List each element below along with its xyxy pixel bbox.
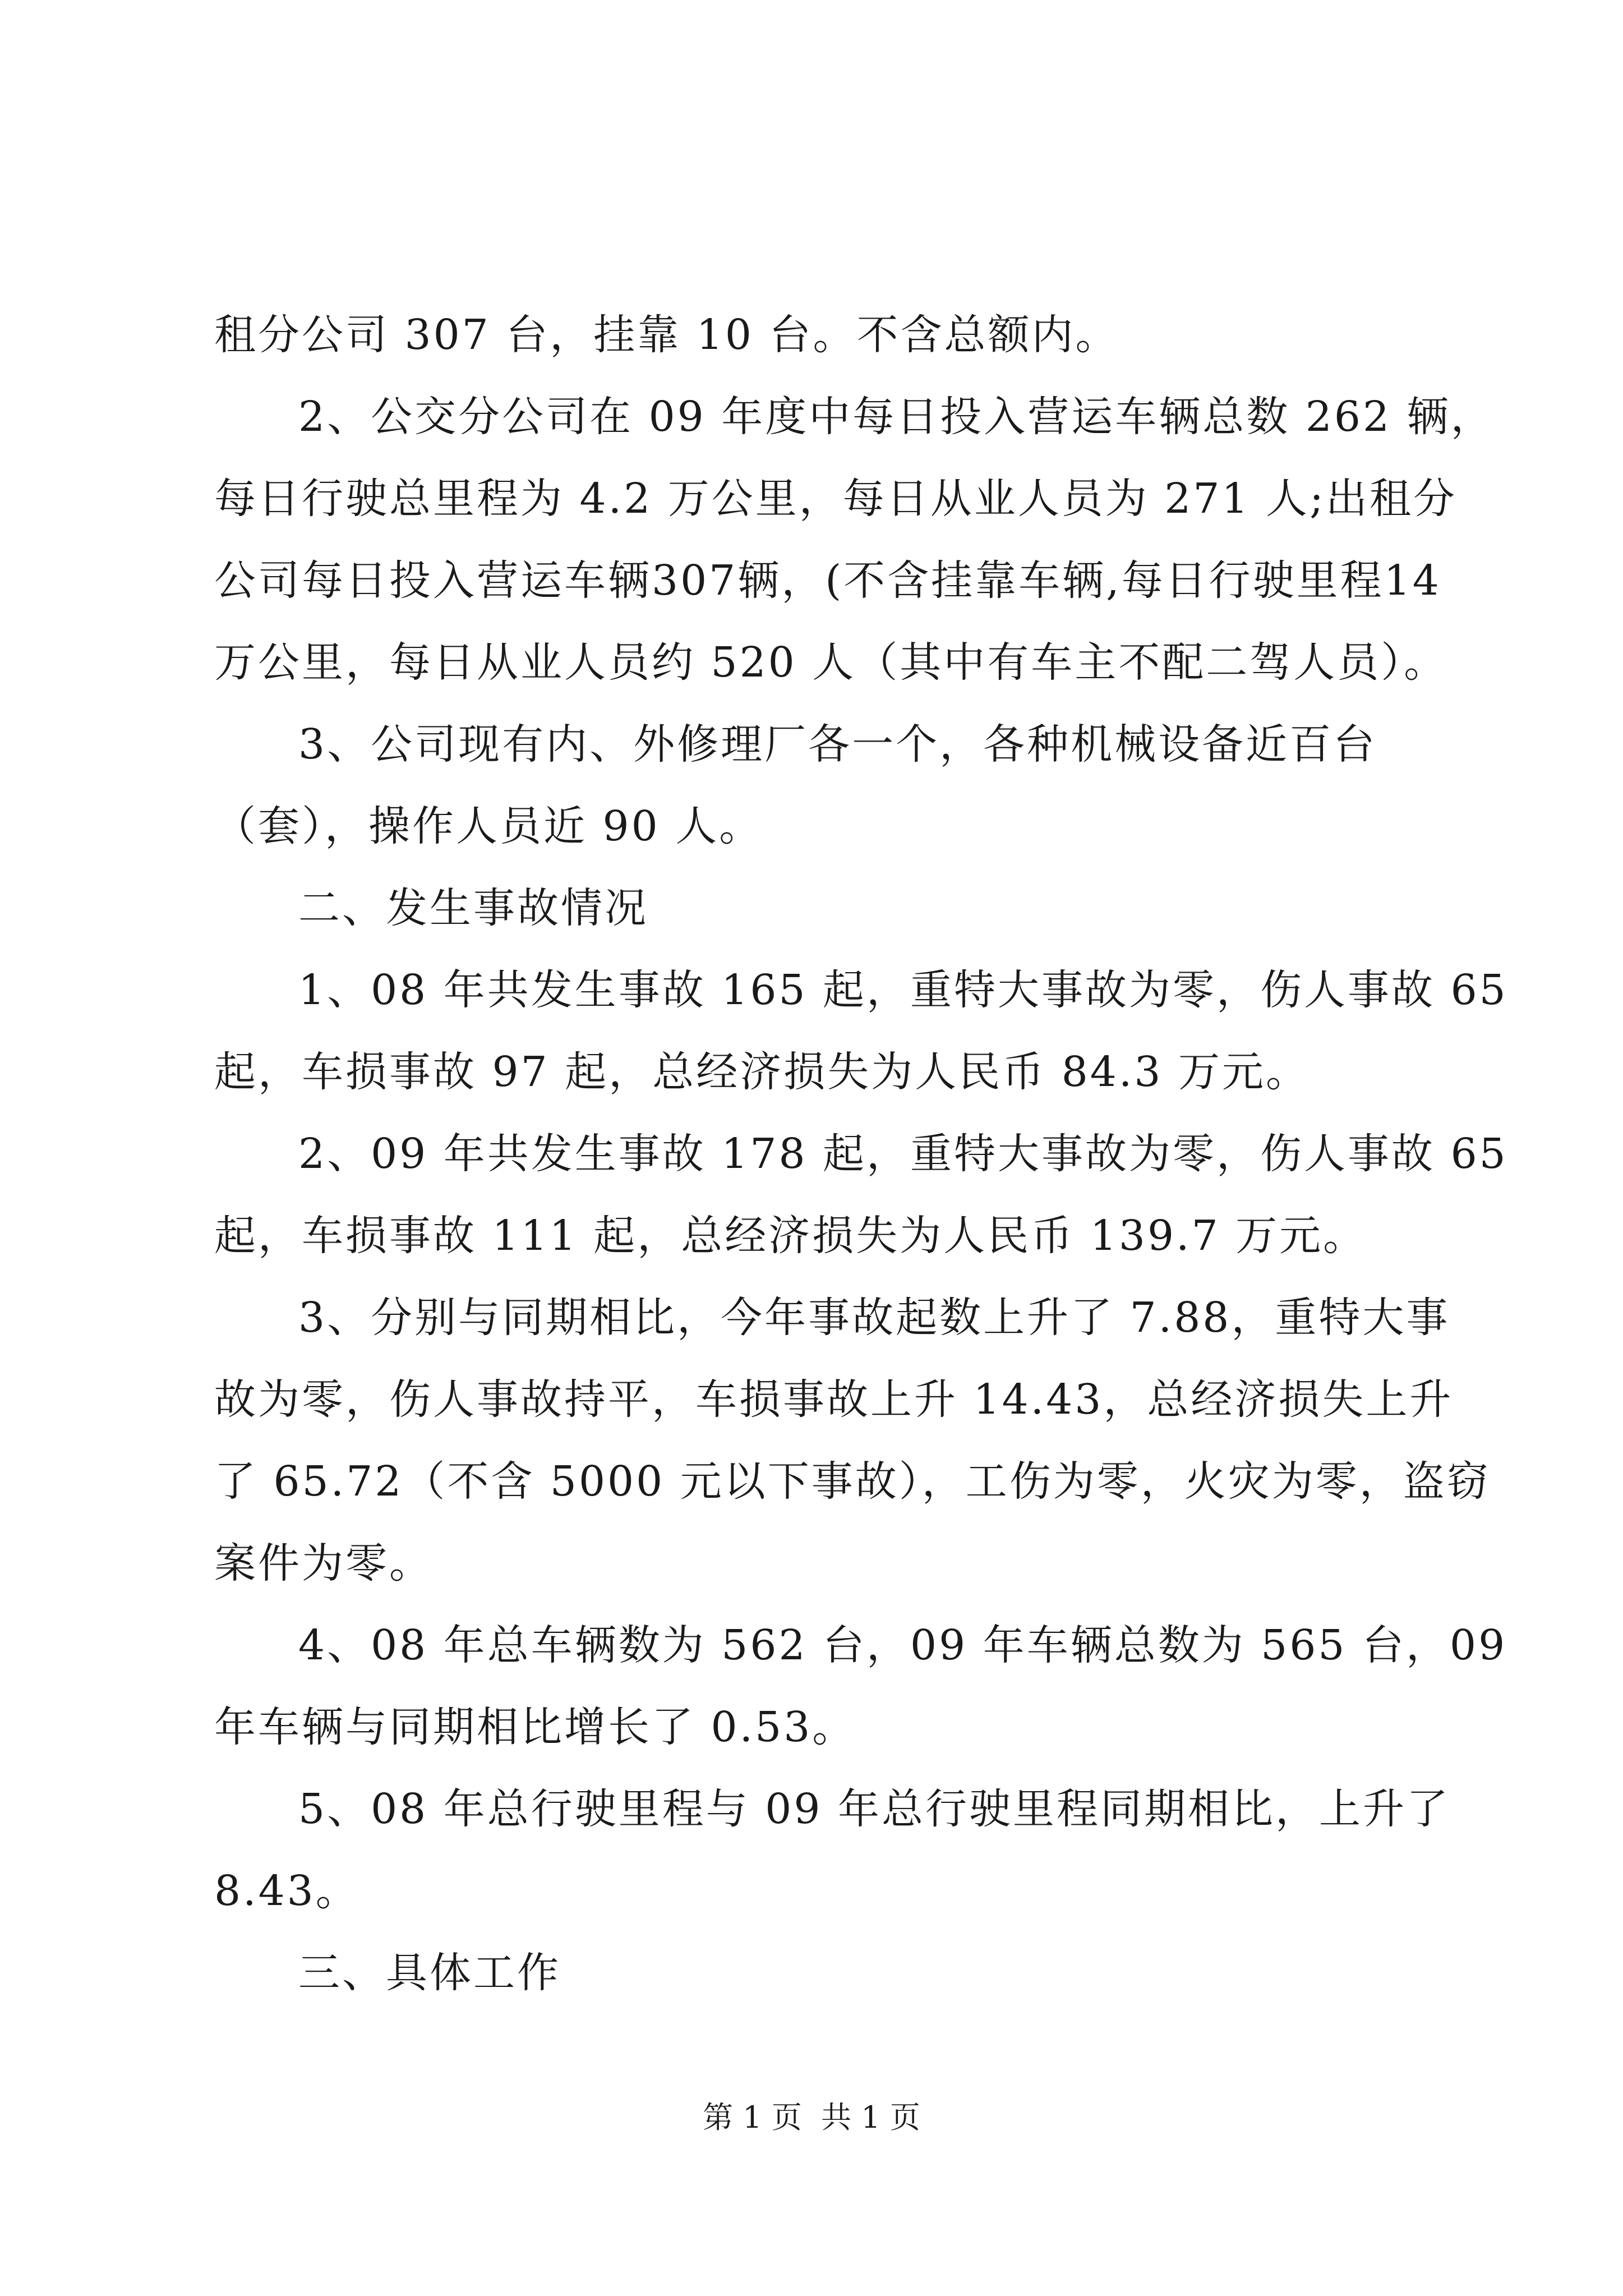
text-line: 万公里，每日从业人员约 520 人（其中有车主不配二驾人员）。	[214, 638, 1448, 687]
text-line: 租分公司 307 台，挂靠 10 台。不含总额内。	[214, 311, 1119, 359]
text-line: 起，车损事故 97 起，总经济损失为人民币 84.3 万元。	[214, 1048, 1310, 1096]
text-line: 起，车损事故 111 起，总经济损失为人民币 139.7 万元。	[214, 1212, 1367, 1260]
text-line: 故为零，伤人事故持平，车损事故上升 14.43，总经济损失上升	[214, 1375, 1454, 1424]
page-footer: 第 1 页 共 1 页	[703, 2100, 920, 2135]
section-heading: 三、具体工作	[298, 1949, 561, 1997]
text-line: 案件为零。	[214, 1539, 433, 1588]
text-line: 每日行驶总里程为 4.2 万公里，每日从业人员为 271 人;出租分	[214, 475, 1457, 523]
text-line: 1、08 年共发生事故 165 起，重特大事故为零，伤人事故 65	[298, 966, 1508, 1014]
text-line: 年车辆与同期相比增长了 0.53。	[214, 1703, 856, 1751]
text-line: 5、08 年总行驶里程与 09 年总行驶里程同期相比，上升了	[298, 1785, 1450, 1833]
text-line: 3、公司现有内、外修理厂各一个，各种机械设备近百台	[298, 720, 1377, 769]
text-line: （套），操作人员近 90 人。	[214, 802, 763, 850]
text-line: 了 65.72（不含 5000 元以下事故），工伤为零，火灾为零，盗窃	[214, 1457, 1491, 1506]
text-line: 2、09 年共发生事故 178 起，重特大事故为零，伤人事故 65	[298, 1130, 1508, 1178]
text-line: 公司每日投入营运车辆307辆，(不含挂靠车辆,每日行驶里程14	[214, 556, 1441, 605]
text-line: 4、08 年总车辆数为 562 台，09 年车辆总数为 565 台，09	[298, 1621, 1507, 1669]
text-line: 8.43。	[214, 1867, 359, 1915]
text-line: 2、公交分公司在 09 年度中每日投入营运车辆总数 262 辆，	[298, 393, 1495, 441]
section-heading: 二、发生事故情况	[298, 884, 648, 932]
text-line: 3、分别与同期相比，今年事故起数上升了 7.88，重特大事	[298, 1294, 1450, 1342]
